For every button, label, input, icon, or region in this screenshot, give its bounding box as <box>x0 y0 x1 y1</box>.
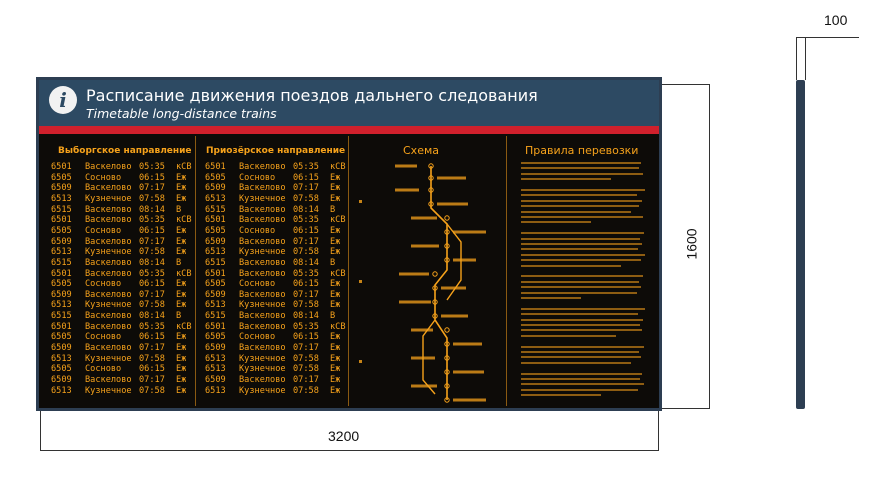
train-number: 6515 <box>51 311 72 322</box>
train-number: 6513 <box>51 385 72 396</box>
station-marker <box>445 216 449 220</box>
departure-time: 06:15 <box>139 364 165 375</box>
departure-time: 08:14 <box>139 311 165 322</box>
rules-text-line <box>521 265 621 267</box>
departure-time: 07:17 <box>139 289 165 300</box>
train-number: 6513 <box>205 193 226 204</box>
train-number: 6505 <box>51 172 72 183</box>
departure-time: 06:15 <box>139 332 165 343</box>
departure-time: 05:35 <box>293 215 319 226</box>
rules-text-line <box>521 205 639 207</box>
train-type: кСВ <box>330 215 346 226</box>
train-type: Еж <box>330 193 341 204</box>
train-type: кСВ <box>330 321 346 332</box>
departure-time: 07:58 <box>139 247 165 258</box>
rules-text-line <box>521 329 642 331</box>
train-number: 6505 <box>205 332 226 343</box>
departure-time: 07:17 <box>139 183 165 194</box>
destination: Кузнечное <box>239 193 286 204</box>
departure-time: 06:15 <box>293 332 319 343</box>
train-number: 6505 <box>205 279 226 290</box>
train-number: 6513 <box>205 353 226 364</box>
train-number: 6505 <box>205 172 226 183</box>
train-number: 6505 <box>51 364 72 375</box>
rules-text-line <box>521 178 611 180</box>
train-number: 6505 <box>51 279 72 290</box>
column-head-scheme: Схема <box>403 144 439 157</box>
rules-text-line <box>521 308 645 310</box>
rules-text-line <box>521 378 640 380</box>
train-number: 6515 <box>51 257 72 268</box>
train-type: Еж <box>330 300 341 311</box>
destination: Кузнечное <box>239 300 286 311</box>
destination: Васкелово <box>85 311 132 322</box>
info-icon: i <box>49 86 77 114</box>
train-type: Еж <box>330 385 341 396</box>
train-number: 6513 <box>205 300 226 311</box>
column-head-rules: Правила перевозки <box>525 144 639 157</box>
departure-time: 08:14 <box>139 204 165 215</box>
destination: Кузнечное <box>85 193 132 204</box>
train-type: В <box>176 311 182 322</box>
train-type: Еж <box>330 236 341 247</box>
rules-text-line <box>521 162 641 164</box>
train-number: 6501 <box>51 321 72 332</box>
departure-time: 07:58 <box>293 193 319 204</box>
departure-time: 07:58 <box>139 300 165 311</box>
departure-time: 05:35 <box>293 321 319 332</box>
destination: Васкелово <box>239 289 286 300</box>
rules-text-line <box>521 259 641 261</box>
train-number: 6509 <box>51 183 72 194</box>
station-marker <box>433 272 437 276</box>
column-head-vyborg: Выборгское направление <box>58 146 192 156</box>
rules-text-line <box>521 232 644 234</box>
destination: Васкелово <box>239 311 286 322</box>
column-divider-3 <box>506 136 507 406</box>
scheme-marker-dot <box>359 360 362 363</box>
train-number: 6509 <box>51 343 72 354</box>
destination: Кузнечное <box>85 247 132 258</box>
rules-text-line <box>521 200 642 202</box>
train-type: Еж <box>176 172 187 183</box>
train-type: Еж <box>176 343 187 354</box>
departure-time: 05:35 <box>139 162 165 172</box>
train-number: 6509 <box>51 375 72 385</box>
train-number: 6515 <box>205 204 226 215</box>
train-number: 6509 <box>205 183 226 194</box>
destination: Сосново <box>85 172 122 183</box>
departure-time: 06:15 <box>293 225 319 236</box>
departure-time: 06:15 <box>293 172 319 183</box>
train-number: 6505 <box>205 225 226 236</box>
station-label-line <box>411 245 439 248</box>
destination: Сосново <box>85 225 122 236</box>
departure-time: 06:15 <box>139 225 165 236</box>
destination: Васкелово <box>239 236 286 247</box>
destination: Васкелово <box>85 162 132 172</box>
rules-text-line <box>521 292 637 294</box>
rules-text-line <box>521 194 637 196</box>
train-number: 6509 <box>205 289 226 300</box>
train-number: 6513 <box>205 364 226 375</box>
train-type: Еж <box>176 225 187 236</box>
train-type: Еж <box>330 183 341 194</box>
departure-time: 05:35 <box>293 268 319 279</box>
train-number: 6501 <box>205 162 226 172</box>
destination: Васкелово <box>85 321 132 332</box>
station-label-line <box>437 203 468 206</box>
train-type: В <box>176 257 182 268</box>
rules-text-line <box>521 313 638 315</box>
rules-text-line <box>521 221 591 223</box>
height-dim-tick-top <box>662 84 710 85</box>
train-number: 6513 <box>51 247 72 258</box>
board-header <box>39 80 659 126</box>
route-scheme-diagram <box>351 160 503 406</box>
train-type: кСВ <box>176 321 192 332</box>
route-scheme <box>351 160 503 406</box>
destination: Васкелово <box>85 289 132 300</box>
destination: Кузнечное <box>239 247 286 258</box>
train-number: 6513 <box>205 385 226 396</box>
rules-text-line <box>521 351 639 353</box>
train-number: 6509 <box>205 236 226 247</box>
station-label-line <box>411 329 433 332</box>
route-line-main <box>431 166 447 400</box>
train-type: Еж <box>330 172 341 183</box>
train-type: В <box>330 257 336 268</box>
rules-text-line <box>521 254 645 256</box>
destination: Васкелово <box>85 204 132 215</box>
rules-text-line <box>521 167 639 169</box>
width-dim-tick-right <box>658 410 659 451</box>
departure-time: 08:14 <box>293 311 319 322</box>
station-marker <box>445 328 449 332</box>
height-dim-tick-bottom <box>662 408 710 409</box>
departure-time: 08:14 <box>139 257 165 268</box>
train-number: 6505 <box>51 332 72 343</box>
rules-text-line <box>521 383 644 385</box>
departure-time: 07:58 <box>139 353 165 364</box>
depth-dim-tick-left <box>796 37 797 80</box>
train-type: Еж <box>330 375 341 385</box>
train-type: Еж <box>176 193 187 204</box>
departure-time: 07:17 <box>293 183 319 194</box>
train-number: 6513 <box>205 247 226 258</box>
destination: Васкелово <box>239 204 286 215</box>
departure-time: 05:35 <box>139 321 165 332</box>
departure-time: 07:17 <box>139 236 165 247</box>
train-type: В <box>330 311 336 322</box>
rules-text-line <box>521 319 643 321</box>
rules-text-line <box>521 286 641 288</box>
train-number: 6515 <box>51 204 72 215</box>
train-type: Еж <box>330 353 341 364</box>
departure-time: 08:14 <box>293 257 319 268</box>
rules-text-line <box>521 394 601 396</box>
destination: Кузнечное <box>85 300 132 311</box>
departure-time: 06:15 <box>293 279 319 290</box>
destination: Васкелово <box>85 236 132 247</box>
destination: Васкелово <box>239 215 286 226</box>
train-type: В <box>176 204 182 215</box>
board-title-ru: Расписание движения поездов дальнего следования <box>86 86 538 105</box>
destination: Сосново <box>239 332 276 343</box>
station-label-line <box>399 301 431 304</box>
departure-time: 07:58 <box>293 364 319 375</box>
train-type: кСВ <box>176 162 192 172</box>
train-type: Еж <box>176 183 187 194</box>
timetable-board <box>39 80 659 408</box>
destination: Васкелово <box>239 321 286 332</box>
departure-time: 07:58 <box>139 385 165 396</box>
board-title-en: Timetable long-distance trains <box>86 106 277 121</box>
side-view-panel <box>796 80 805 409</box>
width-dim-line <box>40 450 659 451</box>
train-type: кСВ <box>176 268 192 279</box>
train-type: Еж <box>176 375 187 385</box>
train-number: 6509 <box>51 289 72 300</box>
rules-text-line <box>521 248 638 250</box>
station-label-line <box>453 399 486 402</box>
destination: Кузнечное <box>85 353 132 364</box>
rules-text-line <box>521 297 581 299</box>
train-type: Еж <box>176 236 187 247</box>
rules-text-block <box>521 162 651 402</box>
train-type: Еж <box>330 247 341 258</box>
train-type: Еж <box>176 364 187 375</box>
rules-text-line <box>521 189 645 191</box>
destination: Васкелово <box>239 257 286 268</box>
departure-time: 05:35 <box>139 268 165 279</box>
departure-time: 07:17 <box>293 289 319 300</box>
rules-text-line <box>521 335 616 337</box>
destination: Васкелово <box>85 257 132 268</box>
rules-text-line <box>521 324 640 326</box>
departure-time: 07:58 <box>293 247 319 258</box>
rules-text-line <box>521 211 631 213</box>
train-number: 6501 <box>51 268 72 279</box>
rules-text-line <box>521 243 642 245</box>
departure-time: 05:35 <box>293 162 319 172</box>
scheme-marker-dot <box>359 280 362 283</box>
departure-time: 06:15 <box>139 279 165 290</box>
train-type: Еж <box>176 289 187 300</box>
train-number: 6501 <box>51 215 72 226</box>
station-label-line <box>411 385 437 388</box>
train-type: Еж <box>176 247 187 258</box>
red-accent-bar <box>39 126 659 134</box>
train-type: Еж <box>330 289 341 300</box>
train-type: В <box>330 204 336 215</box>
train-number: 6509 <box>51 236 72 247</box>
destination: Васкелово <box>85 375 132 385</box>
train-number: 6515 <box>205 311 226 322</box>
departure-time: 07:58 <box>293 353 319 364</box>
width-dim-tick-left <box>40 410 41 451</box>
train-number: 6513 <box>51 300 72 311</box>
rules-text-line <box>521 389 638 391</box>
train-number: 6501 <box>51 162 72 172</box>
destination: Васкелово <box>239 343 286 354</box>
rules-text-line <box>521 173 643 175</box>
destination: Васкелово <box>85 215 132 226</box>
column-head-priozersk: Приозёрское направление <box>206 146 346 156</box>
train-type: кСВ <box>330 162 346 172</box>
departure-time: 07:58 <box>293 300 319 311</box>
rules-text-line <box>521 356 641 358</box>
depth-dim-label: 100 <box>824 12 848 28</box>
departure-time: 07:17 <box>293 375 319 385</box>
departure-time: 07:58 <box>139 193 165 204</box>
destination: Васкелово <box>85 183 132 194</box>
station-label-line <box>453 343 482 346</box>
train-number: 6509 <box>205 375 226 385</box>
destination: Васкелово <box>85 343 132 354</box>
station-label-line <box>441 315 468 318</box>
column-divider-2 <box>348 136 349 406</box>
destination: Васкелово <box>239 183 286 194</box>
station-label-line <box>411 357 435 360</box>
train-type: кСВ <box>176 215 192 226</box>
train-type: Еж <box>176 279 187 290</box>
train-type: Еж <box>330 332 341 343</box>
destination: Сосново <box>85 332 122 343</box>
train-number: 6505 <box>51 225 72 236</box>
destination: Сосново <box>239 225 276 236</box>
depth-dim-tick-right <box>805 37 806 80</box>
destination: Кузнечное <box>85 385 132 396</box>
station-label-line <box>453 371 484 374</box>
train-type: Еж <box>330 343 341 354</box>
rules-text-line <box>521 373 642 375</box>
destination: Кузнечное <box>239 385 286 396</box>
train-type: Еж <box>176 353 187 364</box>
rules-text-line <box>521 216 643 218</box>
train-number: 6501 <box>205 321 226 332</box>
station-label-line <box>395 165 417 168</box>
train-type: Еж <box>330 364 341 375</box>
train-number: 6501 <box>205 268 226 279</box>
height-dim-label: 1600 <box>683 228 700 260</box>
train-number: 6501 <box>205 215 226 226</box>
departure-time: 08:14 <box>293 204 319 215</box>
train-type: Еж <box>330 225 341 236</box>
train-number: 6513 <box>51 353 72 364</box>
station-label-line <box>395 189 419 192</box>
destination: Сосново <box>239 172 276 183</box>
train-number: 6513 <box>51 193 72 204</box>
departure-time: 06:15 <box>139 172 165 183</box>
train-number: 6509 <box>205 343 226 354</box>
width-dim-label: 3200 <box>328 428 360 444</box>
destination: Васкелово <box>239 375 286 385</box>
rules-text-line <box>521 275 643 277</box>
destination: Васкелово <box>239 268 286 279</box>
destination: Сосново <box>85 364 122 375</box>
station-label-line <box>399 273 429 276</box>
departure-time: 07:17 <box>139 375 165 385</box>
column-divider-1 <box>195 136 196 406</box>
train-type: Еж <box>176 385 187 396</box>
station-label-line <box>453 259 476 262</box>
departure-time: 07:17 <box>293 236 319 247</box>
destination: Васкелово <box>239 162 286 172</box>
train-number: 6515 <box>205 257 226 268</box>
rules-text-line <box>521 281 639 283</box>
train-type: Еж <box>176 332 187 343</box>
departure-time: 07:17 <box>293 343 319 354</box>
station-label-line <box>453 231 486 234</box>
train-type: Еж <box>176 300 187 311</box>
destination: Васкелово <box>85 268 132 279</box>
departure-time: 07:17 <box>139 343 165 354</box>
station-label-line <box>411 217 437 220</box>
train-type: кСВ <box>330 268 346 279</box>
scheme-marker-dot <box>359 200 362 203</box>
station-label-line <box>437 177 466 180</box>
train-type: Еж <box>330 279 341 290</box>
departure-time: 07:58 <box>293 385 319 396</box>
rules-text-line <box>521 346 644 348</box>
height-dim-line <box>709 84 710 409</box>
destination: Кузнечное <box>239 364 286 375</box>
destination: Сосново <box>239 279 276 290</box>
rules-text-line <box>521 362 631 364</box>
rules-text-line <box>521 238 640 240</box>
destination: Кузнечное <box>239 353 286 364</box>
departure-time: 05:35 <box>139 215 165 226</box>
destination: Сосново <box>85 279 122 290</box>
station-label-line <box>441 287 466 290</box>
